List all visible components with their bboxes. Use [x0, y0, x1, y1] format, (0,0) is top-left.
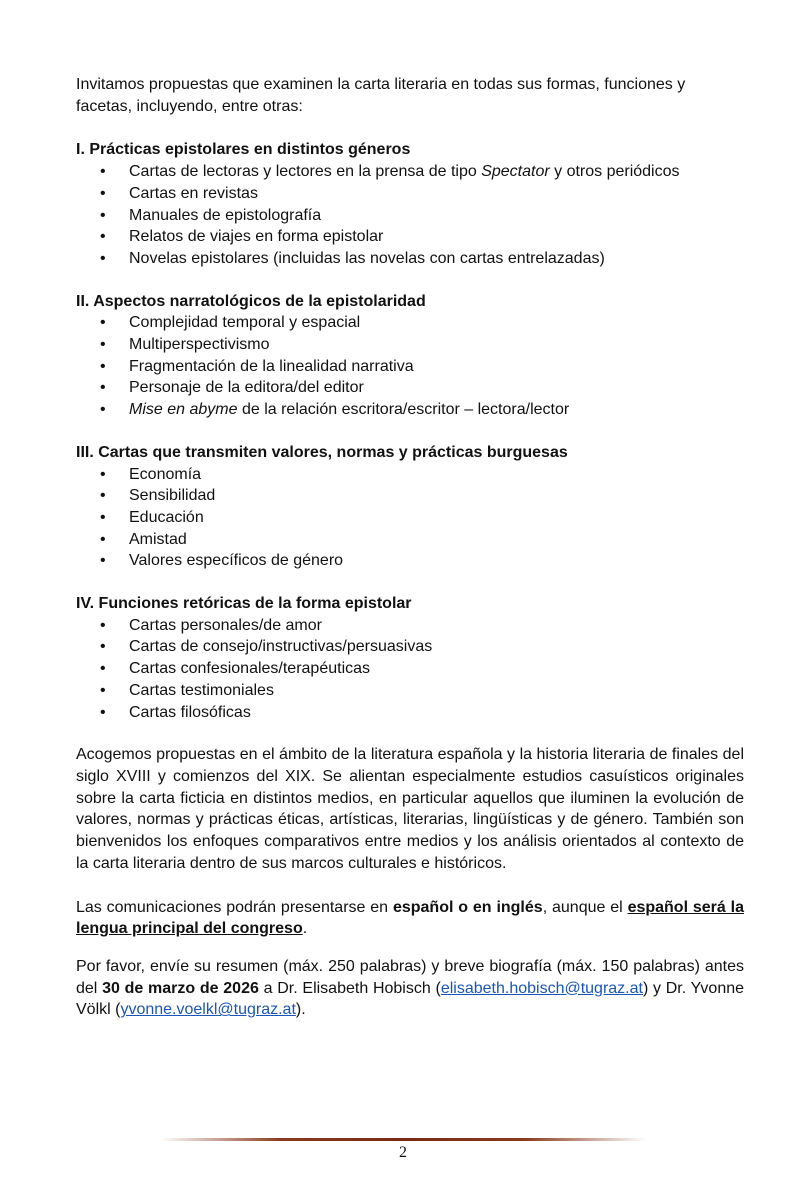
scope-paragraph: Acogemos propuestas en el ámbito de la literatura española y la historia literaria de finales del siglo XVIII y comienzos del XIX. Se alientan especialmente estudios casuísticos originales sobre la carta ficticia en distintos medios, en particular aquellos que iluminen la evolución de valores, normas y prácticas éticas, artísticas, literarias, lingüísticas y de género. También son bienvenidos los enfoques comparativos entre medios y los análisis orientados al contexto de la carta literaria dentro de sus marcos culturales e históricos.: [76, 746, 744, 872]
list-item: [76, 356, 744, 378]
item-text: Valores específicos de género: [129, 552, 344, 570]
item-text: Novelas epistolares (incluidas las novelas con cartas entrelazadas): [129, 249, 605, 267]
list-item: [76, 464, 744, 486]
bullet-list: [76, 464, 744, 573]
topic-section: [76, 291, 744, 421]
bullet-list: [76, 161, 744, 270]
language-text-1: Las comunicaciones podrán presentarse en: [76, 898, 393, 916]
item-text: Manuales de epistolografía: [129, 206, 322, 224]
page-content: [76, 74, 744, 1021]
email-link-hobisch[interactable]: elisabeth.hobisch@tugraz.at: [440, 979, 643, 997]
language-text-3: .: [302, 920, 308, 938]
bullet-list: [76, 312, 744, 421]
item-text: Cartas confesionales/terapéuticas: [129, 660, 371, 678]
footer-divider: [160, 1138, 646, 1141]
section-heading: IV. Funciones retóricas de la forma epistolar: [76, 595, 412, 613]
item-text: Cartas filosóficas: [129, 703, 251, 721]
topic-section: [76, 139, 744, 269]
list-item: [76, 636, 744, 658]
bullet-list: [76, 615, 744, 724]
item-text: de la relación escritora/escritor – lectora/lector: [237, 401, 570, 419]
item-text: Educación: [129, 508, 204, 526]
topic-section: [76, 442, 744, 572]
language-text-2: , aunque el: [542, 898, 628, 916]
item-text: Cartas de lectoras y lectores en la prensa de tipo: [129, 163, 482, 181]
item-text: Cartas testimoniales: [129, 681, 274, 699]
item-text: y otros periódicos: [549, 163, 680, 181]
italic-term: Spectator: [481, 163, 550, 181]
list-item: [76, 550, 744, 572]
list-item: [76, 485, 744, 507]
item-text: Relatos de viajes en forma epistolar: [129, 228, 384, 246]
item-text: Cartas personales/de amor: [129, 616, 322, 634]
submission-text-3: ) y Dr. Yvonne Völkl (: [76, 979, 745, 1019]
list-item: [76, 615, 744, 637]
item-text: Multiperspectivismo: [129, 336, 270, 354]
languages-bold: español o en inglés: [392, 898, 543, 916]
language-paragraph: [76, 897, 744, 940]
email-link-voelkl[interactable]: yvonne.voelkl@tugraz.at: [120, 1001, 296, 1019]
item-text: Personaje de la editora/del editor: [129, 379, 364, 397]
submission-text-4: ).: [295, 1001, 306, 1019]
list-item: [76, 658, 744, 680]
item-text: Economía: [129, 465, 202, 483]
submission-text-2: a Dr. Elisabeth Hobisch (: [258, 979, 441, 997]
item-text: Sensibilidad: [129, 487, 216, 505]
topic-section: [76, 593, 744, 723]
list-item: [76, 507, 744, 529]
list-item: [76, 680, 744, 702]
topic-sections: [76, 139, 744, 723]
list-item: [76, 161, 744, 183]
list-item: [76, 399, 744, 421]
list-item: [76, 205, 744, 227]
item-text: Complejidad temporal y espacial: [129, 314, 361, 332]
list-item: [76, 702, 744, 724]
list-item: [76, 377, 744, 399]
list-item: [76, 334, 744, 356]
list-item: [76, 226, 744, 248]
deadline-date: 30 de marzo de 2026: [102, 979, 259, 997]
section-heading: II. Aspectos narratológicos de la epistolaridad: [76, 292, 426, 310]
item-text: Amistad: [129, 530, 187, 548]
item-text: Fragmentación de la linealidad narrativa: [129, 357, 414, 375]
intro-paragraph: Invitamos propuestas que examinen la carta literaria en todas sus formas, funciones y facetas, incluyendo, entre otras:: [76, 76, 686, 115]
submission-text-1: Por favor, envíe su resumen (máx. 250 palabras) y breve biografía (máx. 150 palabras) antes del: [76, 957, 744, 997]
item-text: Cartas en revistas: [129, 184, 258, 202]
main-language-note: español será la lengua principal del congreso: [76, 898, 745, 938]
item-text: Cartas de consejo/instructivas/persuasivas: [129, 638, 433, 656]
list-item: [76, 183, 744, 205]
section-heading: I. Prácticas epistolares en distintos géneros: [76, 141, 411, 159]
italic-term: Mise en abyme: [129, 401, 238, 419]
page-number: 2: [399, 1144, 407, 1161]
list-item: [76, 312, 744, 334]
list-item: [76, 248, 744, 270]
submission-paragraph: [76, 956, 744, 1021]
list-item: [76, 529, 744, 551]
section-heading: III. Cartas que transmiten valores, normas y prácticas burguesas: [76, 443, 568, 461]
